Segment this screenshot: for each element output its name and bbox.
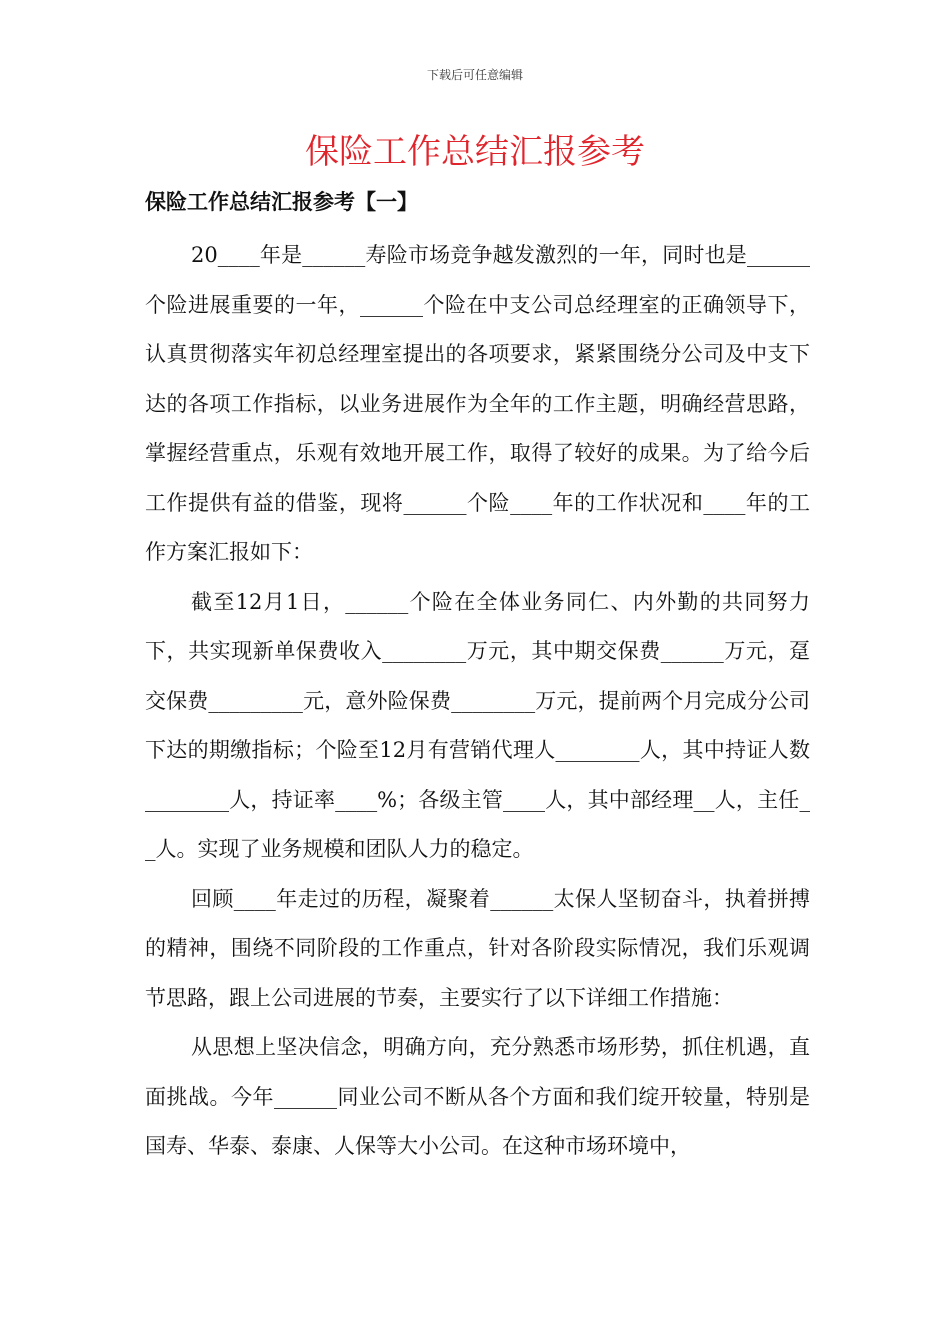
paragraph-3: 回顾____年走过的历程，凝聚着______太保人坚韧奋斗，执着拼搏的精神，围绕不同阶段的工作重点，针对各阶段实际情况，我们乐观调节思路，跟上公司进展的节奏，主要实行了以下详细工作措施：: [145, 886, 810, 1010]
document-body: [145, 231, 810, 1172]
header-note: 下载后可任意编辑: [426, 68, 523, 82]
paragraph-4: 从思想上坚决信念，明确方向，充分熟悉市场形势，抓住机遇，直面挑战。今年______同业公司不断从各个方面和我们绽开较量，特别是国寿、华泰、泰康、人保等大小公司。在这种市场环境中，: [145, 1035, 810, 1158]
paragraph-1: 20____年是______寿险市场竞争越发激烈的一年，同时也是______个险进展重要的一年，______个险在中支公司总经理室的正确领导下，认真贯彻落实年初总经理室提出的各项要求，紧紧围绕分公司及中支下达的各项工作指标，以业务进展作为全年的工作主题，明确经营思路，掌握经营重点，乐观有效地开展工作，取得了较好的成果。为了给今后工作提供有益的借鉴，现将______个险____年的工作状况和____年的工作方案汇报如下：: [145, 243, 810, 564]
document-title: 保险工作总结汇报参考: [305, 132, 645, 172]
section-heading: 保险工作总结汇报参考【一】: [145, 189, 418, 214]
paragraph-2: 截至12月1日，______个险在全体业务同仁、内外勤的共同努力下，共实现新单保费收入________万元，其中期交保费______万元，趸交保费_________元，意外险保费________万元，提前两个月完成分公司下达的期缴指标；个险至12月有营销代理人________人，其中持证人数________人，持证率____%；各级主管____人，其中部经理__人，主任__人。实现了业务规模和团队人力的稳定。: [145, 589, 810, 861]
